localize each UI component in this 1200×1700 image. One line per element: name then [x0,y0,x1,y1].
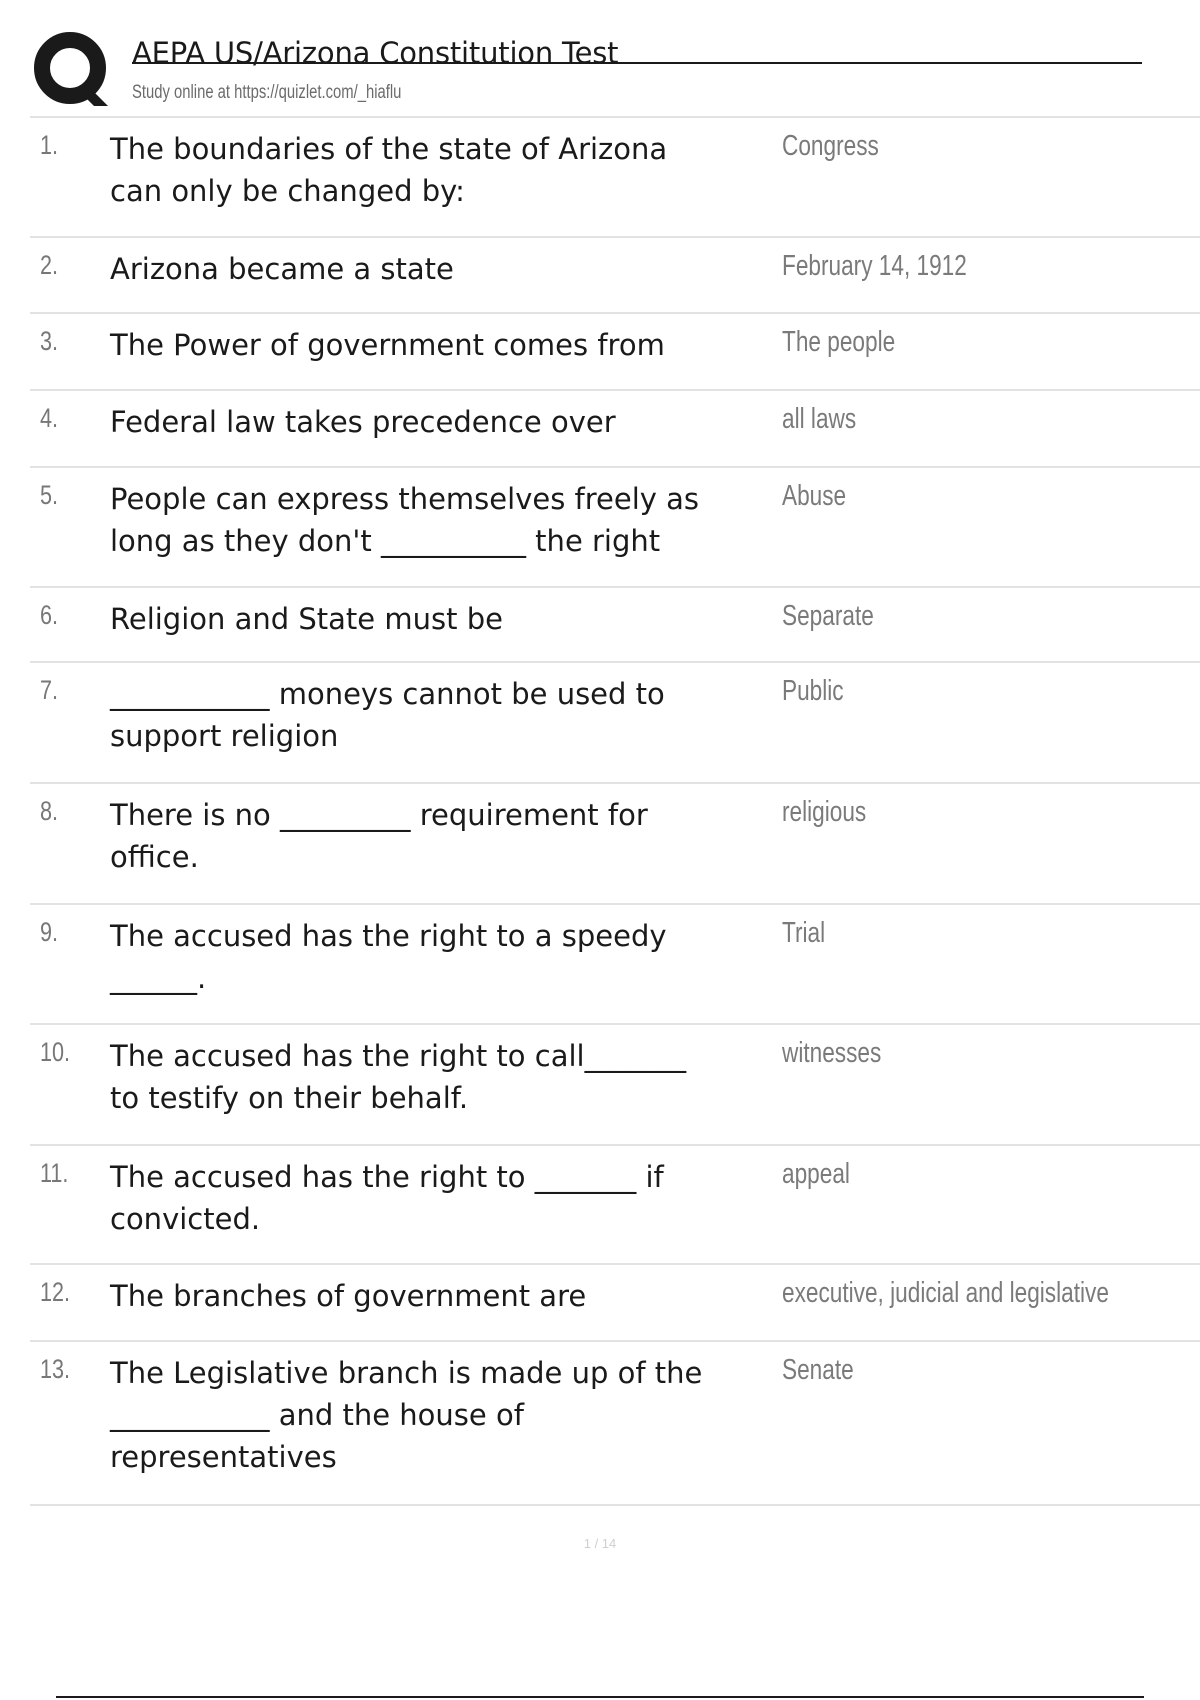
card-definition: Public [782,675,844,707]
card-term: People can express themselves freely as long as they don't __________ the right [110,482,700,558]
title-wrap [132,36,1142,76]
card-number: 11. [40,1158,69,1188]
flashcard-row [30,468,1200,588]
card-number: 8. [40,796,59,826]
flashcard-list [30,118,1200,1506]
flashcard-row [30,391,1200,468]
flashcard-row [30,905,1200,1025]
card-number: 9. [40,917,59,947]
card-definition: Congress [782,130,879,162]
flashcard-row [30,588,1200,663]
card-number: 6. [40,600,59,630]
card-number: 2. [40,250,59,280]
card-definition: witnesses [782,1037,882,1069]
card-number: 3. [40,326,59,356]
quizlet-logo-icon [32,30,112,110]
document-header [32,30,1142,116]
flashcard-row [30,118,1200,238]
card-definition: appeal [782,1158,850,1190]
card-term: The boundaries of the state of Arizona can only be changed by: [110,132,668,208]
card-term: The accused has the right to a speedy ______. [110,919,667,995]
card-term: The Power of government comes from [110,328,665,362]
card-definition: religious [782,796,867,828]
flashcard-row [30,1146,1200,1265]
card-definition: February 14, 1912 [782,250,967,282]
card-term: The Legislative branch is made up of the ___________ and the house of representatives [110,1356,703,1474]
flashcard-row [30,1265,1200,1342]
card-term: The accused has the right to call_______ to testify on their behalf. [110,1039,687,1115]
card-term: The accused has the right to _______ if convicted. [110,1160,664,1236]
card-definition: Senate [782,1354,854,1386]
flashcard-row [30,1342,1200,1506]
card-term: The branches of government are [110,1279,587,1313]
flashcard-row [30,1025,1200,1146]
document-title: AEPA US/Arizona Constitution Test [132,36,619,70]
card-number: 7. [40,675,59,705]
card-term: Federal law takes precedence over [110,405,616,439]
study-online-link[interactable]: Study online at https://quizlet.com/_hiaflu [132,82,402,103]
footer-divider [56,1696,1144,1698]
card-number: 4. [40,403,59,433]
card-definition: executive, judicial and legislative [782,1277,1109,1309]
card-term: Religion and State must be [110,602,503,636]
flashcard-row [30,663,1200,784]
card-term: ___________ moneys cannot be used to support religion [110,677,665,753]
card-term: There is no _________ requirement for office. [110,798,648,874]
flashcard-row [30,238,1200,314]
card-number: 1. [40,130,59,160]
card-number: 13. [40,1354,71,1384]
card-definition: Separate [782,600,874,632]
page-number: 1 / 14 [583,1536,617,1551]
card-definition: The people [782,326,896,358]
card-definition: all laws [782,403,857,435]
card-number: 10. [40,1037,71,1067]
card-term: Arizona became a state [110,252,454,286]
card-definition: Trial [782,917,826,949]
flashcard-row [30,784,1200,905]
flashcard-row [30,314,1200,391]
card-definition: Abuse [782,480,847,512]
card-number: 5. [40,480,59,510]
card-number: 12. [40,1277,71,1307]
